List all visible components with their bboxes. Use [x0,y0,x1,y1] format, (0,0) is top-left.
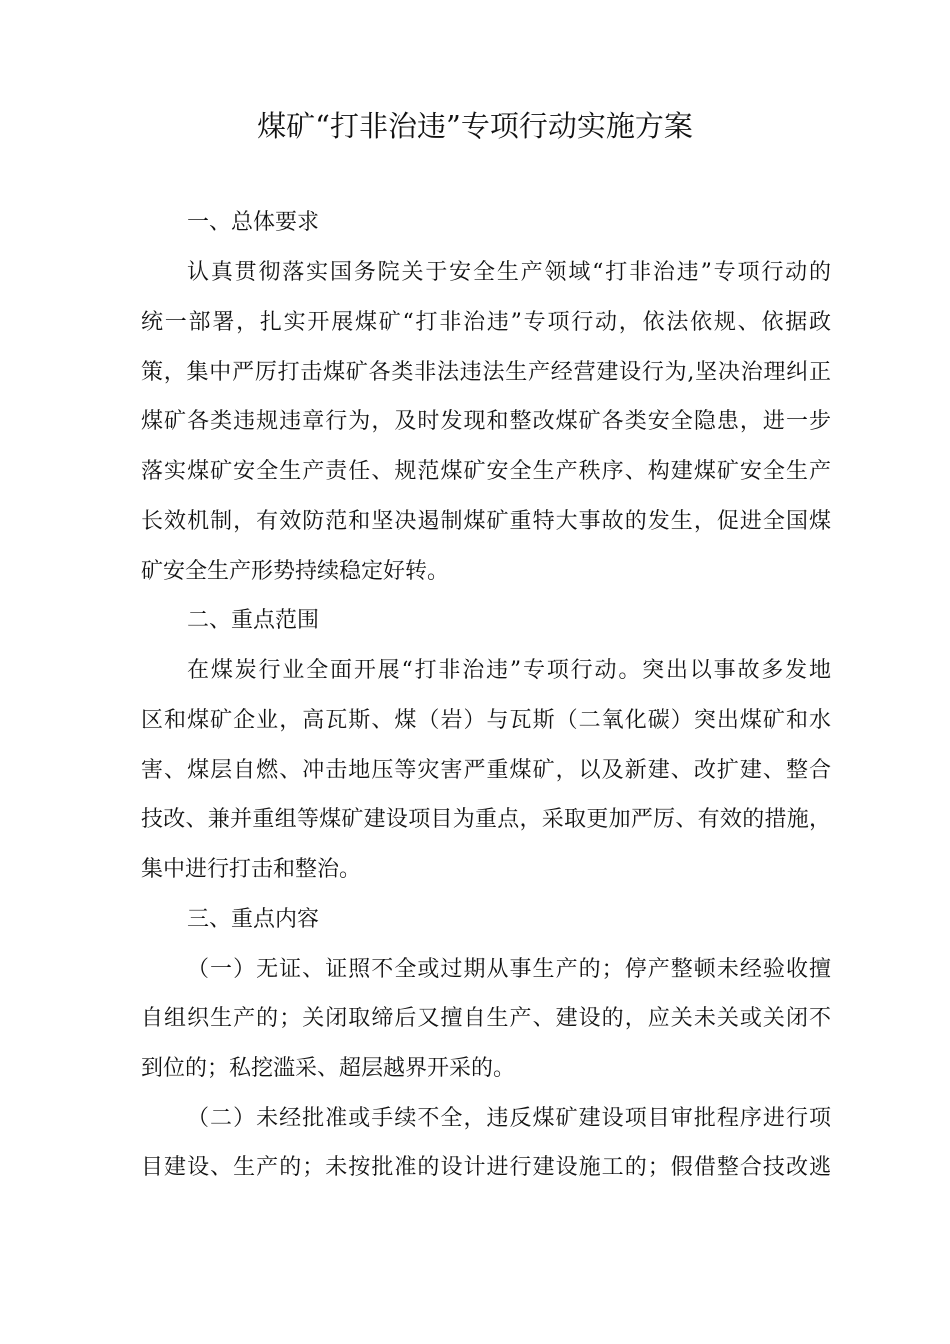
paragraph-line: 煤矿各类违规违章行为，及时发现和整改煤矿各类安全隐患，进一步 [141,409,831,434]
paragraph-line: 技改、兼并重组等煤矿建设项目为重点，采取更加严厉、有效的措施， [141,807,831,832]
paragraph-line: 落实煤矿安全生产责任、规范煤矿安全生产秩序、构建煤矿安全生产 [141,459,831,484]
paragraph-line: 到位的；私挖滥采、超层越界开采的。 [141,1056,516,1081]
paragraph-line: 在煤炭行业全面开展“打非治违”专项行动。突出以事故多发地 [187,658,831,683]
section-heading-general-requirements: 一、总体要求 [187,210,320,235]
section-heading-key-content: 三、重点内容 [187,907,320,932]
paragraph-line: 长效机制，有效防范和坚决遏制煤矿重特大事故的发生，促进全国煤 [141,509,831,534]
paragraph-line: （一）无证、证照不全或过期从事生产的；停产整顿未经验收擅 [187,957,831,982]
paragraph-line: 害、煤层自燃、冲击地压等灾害严重煤矿，以及新建、改扩建、整合 [141,758,831,783]
paragraph-line: 认真贯彻落实国务院关于安全生产领域“打非治违”专项行动的 [187,260,831,285]
section-heading-key-scope: 二、重点范围 [187,608,320,633]
paragraph-line: 自组织生产的；关闭取缔后又擅自生产、建设的，应关未关或关闭不 [141,1006,831,1031]
paragraph-line: （二）未经批准或手续不全，违反煤矿建设项目审批程序进行项 [187,1106,831,1131]
paragraph-line: 统一部署，扎实开展煤矿“打非治违”专项行动，依法依规、依据政 [141,310,831,335]
paragraph-line: 区和煤矿企业，高瓦斯、煤（岩）与瓦斯（二氧化碳）突出煤矿和水 [141,708,831,733]
paragraph-line: 矿安全生产形势持续稳定好转。 [141,559,450,584]
paragraph-line: 策，集中严厉打击煤矿各类非法违法生产经营建设行为,坚决治理纠正 [141,360,831,385]
paragraph-line: 目建设、生产的；未按批准的设计进行建设施工的；假借整合技改逃 [141,1155,831,1180]
paragraph-line: 集中进行打击和整治。 [141,857,362,882]
document-title: 煤矿“打非治违”专项行动实施方案 [257,109,693,143]
